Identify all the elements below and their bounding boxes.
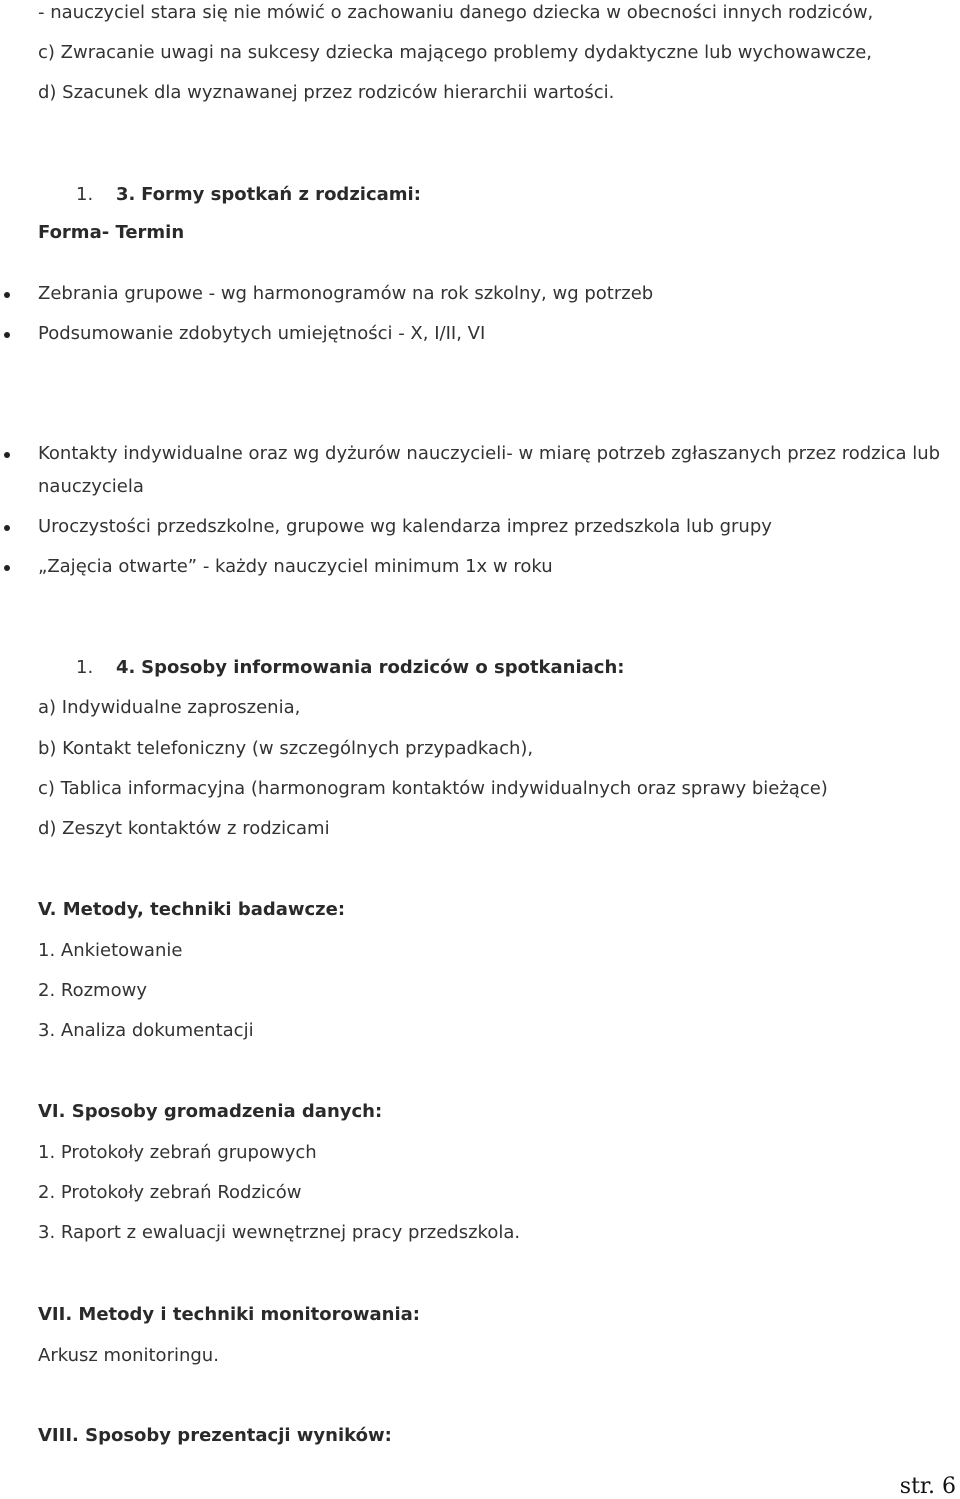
list-item-text: Zebrania grupowe - wg harmonogramów na rok szkolny, wg potrzeb <box>38 283 654 304</box>
bullet-icon <box>4 525 10 531</box>
list-item: 1. Ankietowanie <box>38 940 183 961</box>
section-heading-5: V. Metody, techniki badawcze: <box>38 899 346 920</box>
bullet-icon <box>4 565 10 571</box>
list-item-text: Podsumowanie zdobytych umiejętności - X, I/II, VI <box>38 323 486 344</box>
section-heading-8: VIII. Sposoby prezentacji wyników: <box>38 1425 392 1446</box>
list-item-text: „Zajęcia otwarte” - każdy nauczyciel minimum 1x w roku <box>38 556 553 577</box>
document-line: - nauczyciel stara się nie mówić o zachowaniu danego dziecka w obecności innych rodziców, <box>38 2 874 23</box>
bullet-icon <box>4 332 10 338</box>
section-heading-6: VI. Sposoby gromadzenia danych: <box>38 1101 383 1122</box>
page-number: str. 6 <box>899 1474 956 1499</box>
document-line: c) Zwracanie uwagi na sukcesy dziecka mającego problemy dydaktyczne lub wychowawcze, <box>38 42 873 63</box>
list-number: 1. <box>76 657 94 678</box>
list-item: 3. Raport z ewaluacji wewnętrznej pracy przedszkola. <box>38 1222 521 1243</box>
list-item: a) Indywidualne zaproszenia, <box>38 697 301 718</box>
list-item: 3. Analiza dokumentacji <box>38 1020 254 1041</box>
list-number: 3. <box>116 184 136 205</box>
list-item-text: Uroczystości przedszkolne, grupowe wg kalendarza imprez przedszkola lub grupy <box>38 516 772 537</box>
section-text: Arkusz monitoringu. <box>38 1345 219 1366</box>
list-item-text: Kontakty indywidualne oraz wg dyżurów nauczycieli- w miarę potrzeb zgłaszanych przez rodzica lub <box>38 443 941 464</box>
list-item: 2. Protokoły zebrań Rodziców <box>38 1182 302 1203</box>
list-number: 4. <box>116 657 136 678</box>
section-heading-7: VII. Metody i techniki monitorowania: <box>38 1304 420 1325</box>
list-item: d) Zeszyt kontaktów z rodzicami <box>38 818 330 839</box>
list-item: 2. Rozmowy <box>38 980 147 1001</box>
list-item: 1. Protokoły zebrań grupowych <box>38 1142 317 1163</box>
bullet-icon <box>4 452 10 458</box>
section-title: Sposoby informowania rodziców o spotkaniach: <box>141 657 625 678</box>
list-item-continuation: nauczyciela <box>38 476 144 497</box>
document-line: d) Szacunek dla wyznawanej przez rodziców hierarchii wartości. <box>38 82 615 103</box>
list-item: c) Tablica informacyjna (harmonogram kontaktów indywidualnych oraz sprawy bieżące) <box>38 778 828 799</box>
section-title: Formy spotkań z rodzicami: <box>141 184 421 205</box>
list-number: 1. <box>76 184 94 205</box>
section-heading-4 <box>76 657 624 679</box>
section-subheading: Forma- Termin <box>38 222 185 243</box>
list-item: b) Kontakt telefoniczny (w szczególnych przypadkach), <box>38 738 534 759</box>
section-heading-3 <box>76 184 421 206</box>
bullet-icon <box>4 292 10 298</box>
